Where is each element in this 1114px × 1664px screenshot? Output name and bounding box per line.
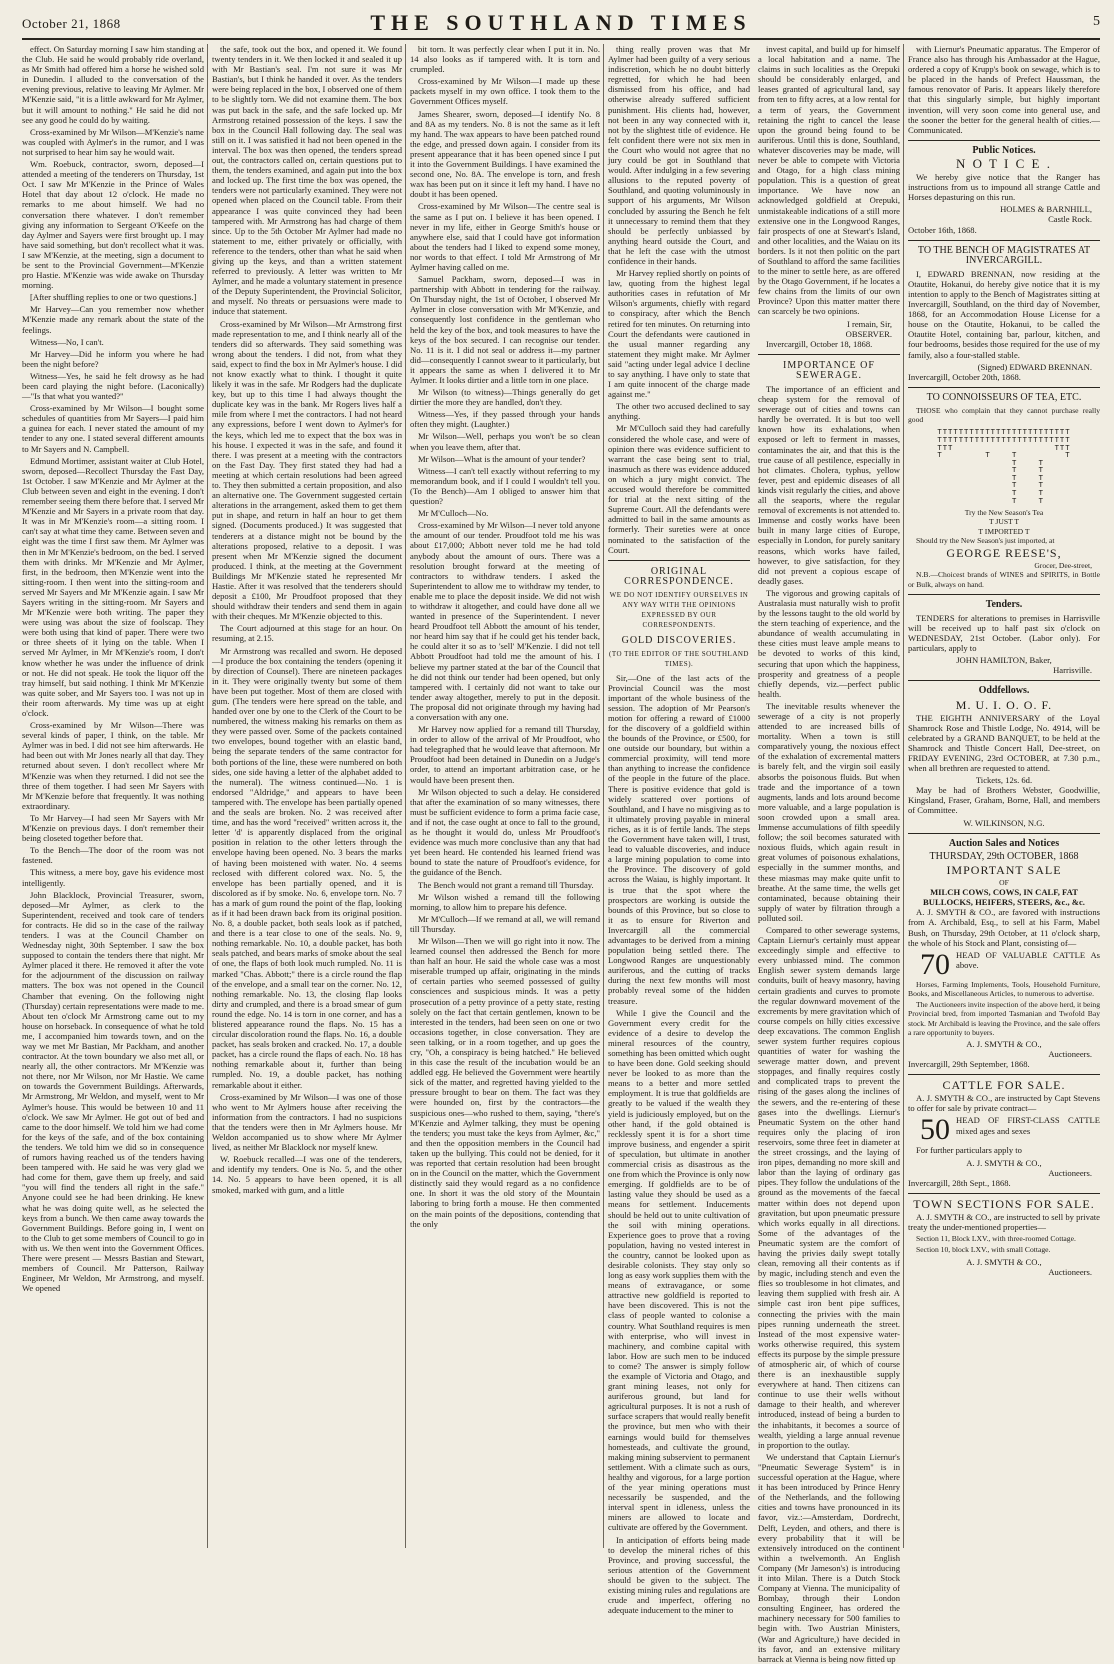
tea-letter-art: TTTTTTTTTTTTTTTTTTTTTTTTT TTTTTTTTTTTTTTTTTTTTTTTTT TTT TTT T T T T T T T T T T T T T T T T bbox=[937, 427, 1071, 505]
sale-of: OF bbox=[999, 877, 1009, 887]
divider bbox=[908, 1193, 1100, 1194]
paragraph: While I give the Council and the Government every credit for the evidence of a desire to develop the mineral resources of the country, something has been omitted which ought to have been done. Gold seeking should never be looked to as more than the means to a better and more settled employment. It is true that goldfields are greatly to be valued if the wealth they yield is judiciously employed, but on the other hand, if the gold obtained is recklessly spent it is for a short time improve business, and engender a spirit of speculation, but ultimate in another commercial crisis as disastrous as the one from which the Province is only now emerging. If goldfields are to be of lasting value they should be used as a means for settlement. Inducements should be held out to unite cultivation of the soil with mining operations. Experience goes to prove that a roving population, having no vested interest in the country, cannot be looked upon as desirable colonists. They stay only so long as easy work supplies them with the means of extravagance, or some attractive new goldfield is reported to have been discovered. This is not the class of people wanted to colonise a country. What Southland requires is men with enterprise, who will invest in machinery, and combine capital with labor. How are such men to be induced to come? The answer is simply follow the example of Victoria and Otago, and grant mining leases, not only for auriferous ground, but land for agricultural purposes. It is not a rush of surface scrapers that would really benefit the province, but men who with their earnings would build for themselves homesteads, and cultivate the ground, making mining subservient to permanent settlement. With a climate such as ours, healthy and vigorous, for a large portion of the year mining operations must necessarily be suspended, and the interval spent in idleness, unless the miners are allowed to locate and cultivate are offered by the Government. bbox=[608, 1007, 751, 1533]
paragraph: Mr Armstrong was recalled and sworn. He deposed—I produce the box containing the tenders (opening it by direction of Counsel). There are nineteen packages in it. They were originally twenty but some of them have been put together. Most of them are closed with gum. (The tenders were here spread on the table, and handed over one by one to the Clerk of the Court to be numbered, the witness making his remarks on them as they were passed over. Some of the packets contained two envelopes, bound together with an elastic band, being the separate tenders of the same contractor for both portions of the line, these were numbered on both sides, one side having a letter of the alphabet added to the numeral). The witness continued—No. 1 is endorsed "Aldridge," and appears to have been tampered with. The envelope has been partially opened and the seals are broken. No. 2 was received after time, and has the word "received" written across it, the letter 'd' is apparently displaced from the original position in relation to the other letters through the envelope having been opened. No. 3 bears the marks of having been moistened with water. No. 4 seems reclosed with different colored wax. No. 5, the envelope has been partially opened, and it is discolored as if by smoke. No. 6, envelope torn. No. 7 has a mark of gum round the point of the flap, looking as if it had been drawn back from its original position. No. 8, a double packet, both seals look as if patched, and there is a tear close to one of the seals. No. 9, nothing remarkable. No. 10, a double packet, has both seals patched, and bears marks of smoke about the seal of one, the flaps of both look much rumpled. No. 11 is marked "Chas. Abbott;" there is a circle round the flap of the envelope, and a small tear on the corner. No. 12, nothing remarkable. No. 13, the closing flap looks dirty and crumpled, and there is a broad smear of gum round the edge. No. 14 is torn in one corner, and has a blistered appearance round the flaps. No. 15 has a circular discoloration round the flaps. No. 16, a double packet, has seals broken and cracked. No. 17, a double packet, has a circle round the flaps of each. No. 18 has nothing remarkable about it, further than being rumpled. No. 19, a double packet, has nothing remarkable about it either. bbox=[212, 645, 402, 1090]
paragraph: The importance of an efficient and cheap system for the removal of sewerage out of cities and towns can hardly be overrated. It is but too well known how its exhalations, when exposed or left to ferment in masses, contaminates the air, and that this is the true cause of all pestilence, especially in hot climates. Cholera, typhus, yellow fever, pest and epidemic diseases of all kinds visit regularly the cities, and above all the seaports, where the regular removal of excrements is not attended to. Immense and costly works have been built in many large cities of Europe, especially in London, for purely sanitary reasons, which works have failed, however, to give satisfaction, for they did not prevent a copious escape of deadly gases. bbox=[758, 384, 900, 586]
paragraph: Cross-examined by Mr Wilson—I bought some schedules of quantities from Mr Sayers—I paid him a guinea for each. I never stated the amount of my tender to any one. I stated several different amounts to Mr Sayers and N. Campbell. bbox=[22, 403, 204, 454]
paragraph: W. Roebuck recalled—I was one of the tenderers, and identify my tenders. One is No. 5, and the other 14. No. 5 appears to have been opened, it is all smoked, marked with gum, and a little bbox=[212, 1154, 402, 1195]
column-3 bbox=[410, 44, 600, 1548]
paragraph: Cross-examined by Mr Wilson—I made up these packets myself in my own office. I took them to the Government Offices myself. bbox=[410, 76, 600, 107]
sale-heading: TOWN SECTIONS FOR SALE. bbox=[913, 1196, 1095, 1211]
auctioneer-role: Auctioneers. bbox=[1048, 1049, 1092, 1059]
issue-date: October 21, 1868 bbox=[22, 16, 121, 31]
paragraph: Witness—I can't tell exactly without referring to my memorandum book, and if I could I wouldn't tell you. (To the Bench)—Am I obliged to answer him that question? bbox=[410, 465, 600, 507]
letter-date: Invercargill, October 18, 1868. bbox=[766, 338, 873, 349]
divider bbox=[608, 560, 750, 561]
paragraph: Witness—Yes, he said he felt drowsy as he had been card playing the night before. (Laconically)—"Is that what you wanted?" bbox=[22, 370, 204, 402]
lodge-title: M. U. I. O. O. F. bbox=[955, 697, 1053, 712]
paragraph: Cross-examined by Mr Wilson—There was several kinds of paper, I think, on the table. Mr Aylmer was in bed. I did not see him afterwards. He had been out with Mr Jones nearly all that day. They returned about seven. I don't recollect where Mr M'Kenzie was when they returned. I did not see the three of them together. I had seen Mr Sayers with Mr M'Kenzie before that frequently. It was nothing extraordinary. bbox=[22, 720, 204, 811]
divider bbox=[908, 1074, 1100, 1075]
paragraph: bit torn. It was perfectly clear when I put it in. No. 14 also looks as if tampered with. It is torn and crumpled. bbox=[410, 44, 600, 75]
paragraph: N.B.—Choicest brands of WINES and SPIRITS, in Bottle or Bulk, always on hand. bbox=[908, 570, 1100, 589]
letter-signature: OBSERVER. bbox=[845, 328, 892, 339]
notice-heading: N O T I C E . bbox=[956, 155, 1052, 171]
paragraph: Mr M'Culloch said they had carefully considered the whole case, and were of opinion there was evidence sufficient to warrant the case being sent to trial, inasmuch as there was evidence adduced on which a jury might convict. The accused would therefore be committed for trial at the next sitting of the Supreme Court. All the defendants were admitted to bail in the same amounts as formerly. Their sureties were at once nominated to the satisfaction of the Court. bbox=[608, 423, 750, 555]
auctioneer-role: Auctioneers. bbox=[1048, 1266, 1092, 1277]
auctioneer-name: A. J. SMYTH & CO., bbox=[966, 1256, 1042, 1267]
ticket-price: Tickets, 12s. 6d. bbox=[975, 775, 1033, 786]
paragraph: Horses, Farming Implements, Tools, Household Furniture, Books, and Miscellaneous Articles, to numerous to advertise. bbox=[908, 979, 1100, 998]
property-listing: Section 11, Block LXV., with three-roomed Cottage. bbox=[916, 1234, 1076, 1244]
column-4-left bbox=[608, 44, 751, 1616]
paragraph: Mr Wilson—Well, perhaps you won't be so clean when you leave them, after that. bbox=[410, 431, 600, 452]
paragraph: Sir,—One of the last acts of the Provincial Council was the most important of the whole business of the session. The adoption of Mr Pearson's motion for offering a reward of £1000 for the discovery of a goldfield within the bounds of the Province, or £500, for one outside our boundary, but within a commercial proximity, will tend more than anything to increase the confidence of the people in the future of the place. There is positive evidence that gold is widely scattered over portions of Southland, and I have no misgiving as to it ultimately proving payable in mineral riches, as it is of fertile lands. The steps the Government have taken will, I trust, lead to valuable discoveries, and induce a large mining population to come into the Province. The discovery of gold across the Waiau, is highly important. It is true that the spot where the prospectors are working is outside the bounds of this Province, but so close to it as to ensure for Riverton and Invercargill all the commercial advantages to be derived from a mining population being settled there. The Longwood Ranges are unquestionably auriferous, and the cutting of tracks during the next few months will most probably reveal some of the hidden treasure. bbox=[608, 672, 750, 1006]
section-heading: Auction Sales and Notices bbox=[948, 837, 1060, 849]
auctioneer-name: A. J. SMYTH & CO., bbox=[966, 1038, 1042, 1049]
paragraph: The Auctioneers invite inspection of the above herd, it being Provincial bred, from imported Tasmanian and Twofold Bay stock. Mr Archibald is leaving the Province, and the sale offers a rare opportunity to buyers. bbox=[908, 1000, 1100, 1037]
divider bbox=[758, 354, 900, 355]
paragraph: invest capital, and build up for himself a local habitation and a name. The claims in such localities as the Orepuki should be considerably enlarged, and leases granted of agricultural land, say from ten to fifty acres, at a low rental for a term of years, the Government retaining the right to cancel the lease upon the ground being found to be auriferous. Until this is done, Southland, whatever discoveries may be made, will never be able to compete with Victoria and Otago, for a high class mining population. This is a question of great importance. We have now an acknowledged goldfield at Orepuki, unmistakeable indications of a still more extensive one in the Longwood Ranges, fair prospects of one at Stewart's Island, and other localities, and the Waiau on its borders. Is it not then politic on the part of Southland to afford the same facilities to the miner to settle here, as are offered by the Otago Government, if he locates a few chains from the limits of our own Province? Upon this matter matter there can scarcely be two opinions. bbox=[758, 44, 900, 317]
property-listing: Section 10, block LXV., with small Cottage. bbox=[916, 1245, 1051, 1255]
notice-date: October 16th, 1868. bbox=[908, 224, 977, 235]
paragraph: Samuel Packham, sworn, deposed—I was in partnership with Abbott in tendering for the railway. On Thursday night, the 1st of October, I observed Mr Aylmer in close conversation with Mr M'Kenzie, and consequently lost confidence in the gentleman who held the key of the box, and took measures to have the keys of the box secured. I can recognise our tender. No. 11 is it. I did not seal or address it—my partner did—consequently I cannot swear to it particularly, but it appears the same as when I delivered it to Mr Aylmer. It looks dirtier and a little torn in one place. bbox=[410, 274, 600, 385]
paragraph: The other two accused declined to say anything. bbox=[608, 401, 750, 422]
sale-heading: CATTLE FOR SALE. bbox=[942, 1078, 1066, 1093]
paragraph: The vigorous and growing capitals of Australasia must naturally wish to profit by the lessons taught to the old world by the stern teaching of experience, and the abundance of wealth accumulating in these cities must leave ample means to be devoted to works of this kind, securing that upon which the happiness, prosperity and greatness of a people chiefly depends, viz.—perfect public health. bbox=[758, 587, 900, 699]
tea-imported: T IMPORTED T bbox=[978, 526, 1030, 536]
paragraph: Mr Wilson—Then we will go right into it now. The learned counsel then addressed the Bench for more than half an hour. He said the whole case was a most miserable trumped up affair, originating in the minds of certain parties who seemed possessed of guilty consciences and suspicious minds. It was a petty prosecution of a petty province of a petty state, resting solely on the fact that certain gentlemen, known to be interested in the tenders, had been seen on one or two occasions together, in close conversation. They are seen talking, or in a room together, and up goes the cry, "Oh, a conspiracy is being hatched." He believed in this case the result of the incubation would be an addled egg. He believed the Government were heartily sick of the matter, and regretted having yielded to the pressure brought to bear on them. The fact was they were hounded on, first by the contractors—the suspicious ones—who rushed to them, saying, "there's M'Kenzie and Aylmer talking, they must be opening the tenders; you must take the keys from Aylmer, &c," and then the opposition members in the Council had taken up the bullying. This could not be denied, for it was reported that certain resolution had been brought on in the Council on the matter, which the Government distinctly said they would regard as a no confidence one. In short it was the old story of the Mountain laboring to bring forth a mouse. He then commented on the main points of the depositions, contending that the only bbox=[410, 935, 600, 1229]
paragraph: Cross-examined by Mr Wilson—M'Kenzie's name was coupled with Aylmer's in the rumor, and I was not surprised to hear him say he would wait. bbox=[22, 126, 204, 157]
paragraph: effect. On Saturday morning I saw him standing at the Club. He said he would probably ride overland, as Mr Smith had offered him a horse he wished sold in Dunedin. I alluded to the conversation of the evening previous, relative to leaving Mr Aylmer. Mr M'Kenzie said, "it is a little awkward for Mr Aylmer, but it will amount to nothing." He said he did not see any good he could do by waiting. bbox=[22, 44, 204, 125]
cattle-description: HEAD OF VALUABLE CATTLE As above. bbox=[956, 949, 1100, 970]
tea-slogan: Try the New Season's Tea bbox=[964, 508, 1044, 518]
paragraph: with Liernur's Pneumatic apparatus. The Emperor of France also has through his Ambassador at the Hague, ordered a copy of Krupp's book on sewage, which is to be placed in the hands of Prefect Haussman, the famous renovator of Paris. It appears likely therefore that this singularly simple, but highly important invention, will very soon come into general use, and the sooner the better for the general health of cities.—Communicated. bbox=[908, 44, 1100, 135]
paragraph: In anticipation of efforts being made to develop the mineral riches of this Province, and proving successful, the serious attention of the Government should be given to the subject. The existing mining rules and regulations are crude and imperfect, offering no adequate inducement to the miner to bbox=[608, 1534, 750, 1616]
newspaper-title: THE SOUTHLAND TIMES bbox=[370, 10, 752, 35]
section-heading: Tenders. bbox=[985, 598, 1023, 610]
letter-addressee: (TO THE EDITOR OF THE SOUTHLAND TIMES). bbox=[608, 650, 749, 669]
paragraph: Should try the New Season's just imported, at bbox=[916, 535, 1055, 545]
auction-date: THURSDAY, 29th OCTOBER, 1868 bbox=[929, 850, 1079, 862]
letter-title: GOLD DISCOVERIES. bbox=[621, 635, 737, 647]
paragraph: Witness—Yes, if they passed through your hands often they might. (Laughter.) bbox=[410, 409, 600, 430]
paragraph: Mr Harvey—Can you remember now whether M'Kenzie made any remark about the state of the feelings. bbox=[22, 304, 204, 335]
paragraph: I, EDWARD BRENNAN, now residing at the Otautite, Hokanui, do hereby give notice that it is my intention to apply to the Bench of Magistrates sitting at Invercargill, Southland, on the third day of November, 1868, for an Accommodation House License for a house on the Otautite, Hokanui, to be called the Otautite Hotel, containing bar, parlour, kitchen, and four bedrooms, besides those required for the use of my family, also a four-stalled stable. bbox=[908, 268, 1100, 360]
paragraph: Cross-examined by Mr Wilson—Mr Armstrong first made representation to me, and I think nearly all of the tenders did so afterwards. They said something was wrong about the tenders. I did not, from what they said, expect to find the box in Mr Aylmer's house. I did not know exactly what to think. I thought it quite likely it was in the safe. Mr Rodgers had the duplicate key, but up to this time I had always thought the duplicate key was in the bank. Mr Rogers lives half a mile from where I met the contractors. I had not heard any expressions, before I went down to Aylmer's for the keys, which led me to expect that the box was in his house. I expected it was in the safe, and found it there. I was present at a meeting with the contractors on the Fast Day. They first stated they had had a meeting at which certain resolutions had been agreed to. They then submitted a certain proposition, and also an alternative one. The Government suggested certain alterations in the arrangement, asked them to get them put in shape, and return in half an hour to get them signed. (Documents produced.) It was suggested that tenderers at a distance might not be bound by the alterations proposed, relative to a deposit. I was present when Mr M'Kenzie signed the document produced. I think, at the meeting at the Government Buildings Mr M'Kenzie stated he represented Mr Hastie. After it was resolved that the tenderers should deposit a £100, Mr Proudfoot proposed that they should withdraw their tenders and send them in again with their cheques. Mr M'Kenzie objected to this. bbox=[212, 318, 402, 622]
paragraph: James Shearer, sworn, deposed—I identify No. 8 and 8A as my tenders. No. 8 is not the same as it left my hand. The wax appears to have been patched round the edge, and pressed down again. I consider from its present appearance that it has been opened since I put it into the Government Buildings. I have examined the second one, No. 8A. The envelope is torn, and fresh wax has been put on it since it left my hand. I have no doubt it has been opened. bbox=[410, 108, 600, 200]
paragraph: Cross-examined by Mr Wilson—I never told anyone the amount of our tender. Proudfoot told me his was about £17,000; Abbott never told me he had told anybody about the amount of ours. There was a resolution brought forward at the meeting of contractors to withdraw tenders. I asked the Superintendent to allow me to withdraw my tender, to enable me to place the deposit inside. We did not wish to withdraw it altogether, and could have done all we wanted in presence of the Superintendent. I never heard Proudfoot tell Abbott the amount of his tender, nor heard him say that if he could get his tender back, he could alter it so as to 'sell' M'Kenzie. I did not tell Abbott Proudfoot had told me the amount of his. I believe my partner stated at the bar of the Council that he did not think our tender had been opened, but only tampered with. I certainly did not want to take our tender away altogether, merely to put in the deposit. The proposal did not originate through my having had a conversation with any one. bbox=[410, 520, 600, 722]
paragraph: the safe, took out the box, and opened it. We found twenty tenders in it. We then locked it and sealed it up with Mr Bastian's seal. I'm not sure it was Mr Bastian's, but I think he handed it over. As the tenders were being replaced in the box, I observed one of them to be slightly torn. We did not examine them. The box was put back in the safe, and the safe locked up. Mr Armstrong retained possession of the keys. I saw the box in the Council Hall following day. The seal was still on it. I was satisfied it had not been opened in the interval. The box was then opened, the tenders spread out, the contractors called on, certain questions put to them, the tenders examined, and again put into the box and locked up. The first time the box was opened, the tenders were not particularly examined. They were not opened when placed on the Council table. From their appearance I was quite convinced they had been tampered with. Mr Armstrong has had charge of them since. Up to the 5th October Mr Aylmer had made no statement to me, either privately or officially, with reference to the tenders, other than what he said when giving up the keys, and than a written statement referred to previously. A letter was written to Mr Aylmer, and he made a voluntary statement in presence of the Deputy Superintendent, the Provincial Solicitor, and myself. No threats or persuasions were made to induce that statement. bbox=[212, 44, 403, 317]
paragraph: The inevitable results whenever the sewerage of a city is not properly attended to are increased bills of mortality. When a town is still comparatively young, the noxious effect of the exhalation of excremental matters is barely felt, and the virgin soil easily absorbs the poisonous fluids. But when trade and the importance of a town augments, lands and lots around become more valuable, and a large population is soon crowded upon a small area. Immense accumulations of filth speedily follow; the soil becomes saturated with noxious fluids, which again result in great volumes of poisonous exhalations, especially in the summer months, and these miasmas may make quite unfit to breathe. At the same time, the wells get contaminated, because obtaining their supply of water by filtration through a polluted soil. bbox=[758, 700, 900, 923]
notice-signature: HOLMES & BARNHILL, bbox=[1000, 204, 1092, 215]
paragraph: The Bench would not grant a remand till Thursday. bbox=[418, 879, 594, 890]
paragraph: Compared to other sewerage systems, Captain Liernur's certainly must appear exceedingly simple and effective to every unbiassed mind. The common English sewer system demands large conduits, built of heavy masonry, having certain gradients and curves to promote the regular downward movement of the excrements by mere gravitation which of course compels on hilly cities excessive deep excavations. The common English sewer system further requires copious quantities of water for washing the sewerage matter down, and prevent stoppages, and finally requires costly and complicated traps to prevent the rising of the gases along the inclines of the sewers, and the re-entering of these gases into the dwellings. Liernur's Pneumatic System on the other hand requires only the placing of iron reservoirs, some three feet in diameter at the street crossings, and the laying of iron pipes, demanding no more skill and labor than the laying of ordinary gas pipes. They follow the undulations of the ground as the movements of the faecal matter within does not depend upon gravitation, but upon pneumatic pressure which works equally in all directions. Some of the advantages of the Pneumatic system are the comfort of having the privies daily swept totally clean, removing all their contents as if by magic, including stench and even the flies so troublesome in hot climates, and leaving them supplied with fresh air. A simple cast iron bent pipe suffices, connecting the privies with the main pipes running underneath the street. Instead of the most expensive water-works otherwise required, this system effects its purpose by the simple pressure of atmospheric air, of which of course there is an inexhaustible supply everywhere at hand. Then citizens can continue to use their wells without damage to their health, and wherever introduced, instead of being a burden to the inhabitants, it becomes a source of wealth, yielding a large annual revenue in proportion to the outlay. bbox=[758, 924, 900, 1450]
column-2 bbox=[212, 44, 402, 1548]
cattle-count-block bbox=[908, 947, 1100, 981]
paragraph: A. J. SMYTH & CO., are favored with instructions from A. Archibald, Esq., to sell at his Farm, Mabel Bush, on Thursday, 29th October, at 11 o'clock sharp, the whole of his Stock and Plant, consisting of— bbox=[908, 907, 1100, 948]
paragraph: Witness—No, I can't. bbox=[30, 336, 104, 347]
column-rule bbox=[903, 44, 904, 1548]
paragraph: Mr Wilson objected to such a delay. He considered that after the examination of so many witnesses, there must be sufficient evidence to form a prima facie case, and if not, the case ought at once to fall to the ground, as he thought it would do, unless Mr Proudfoot's evidence was much more conclusive than any that had yet been heard. He contended his learned friend was bound to state the nature of Proudfoot's evidence, for the guidance of the Bench. bbox=[410, 786, 600, 878]
cattle-description: HEAD OF FIRST-CLASS CATTLE mixed ages and sexes bbox=[956, 1115, 1100, 1136]
paragraph: Cross-examined by Mr Wilson—I was one of those who went to Mr Aylmers house after receiving the information from the contractors. I had no suspicions that the tenders were then in Mr Aylmers house. Mr Weldon accompanied us to show where Mr Aylmer lived, as neither Mr Blacklock nor myself knew. bbox=[212, 1091, 402, 1153]
cattle-count-block bbox=[908, 1115, 1100, 1145]
paragraph: Mr Wilson wished a remand till the following morning, to allow him to prepare his defence. bbox=[410, 891, 600, 912]
section-heading: Public Notices. bbox=[972, 144, 1036, 156]
auctioneer-name: A. J. SMYTH & CO., bbox=[966, 1157, 1042, 1168]
paragraph: Mr M'Culloch—No. bbox=[418, 508, 489, 519]
divider bbox=[908, 240, 1100, 241]
paragraph: THE EIGHTH ANNIVERSARY of the Loyal Shamrock Rose and Thistle Lodge, No. 4914, will be celebrated by a GRAND BANQUET, to be held at the Shamrock and Thistle Concert Hall, Dee-street, on FRIDAY EVENING, 23rd OCTOBER, at 7.30 p.m., when all brethren are requested to attend. bbox=[908, 712, 1100, 774]
column-5-advertisements bbox=[908, 44, 1100, 1548]
paragraph: John Blacklock, Provincial Treasurer, sworn, deposed—Mr Aylmer, as clerk to the Superintendent, received and took care of tenders for contracts. He did so in the case of the railway tenders. I was at the Council Chamber on Wednesday night, 30th September. I saw the box supposed to contain the tenders there that night. Mr Aylmer placed it there. He removed it after the vote for the adjournment of the discussion on railway matters. The box was not opened in the Council Chamber that evening. On the following night (Thursday) certain representations were made to me. About ten o'clock Mr Armstrong came out to my house on horseback. In consequence of what he told me, I accompanied him towards town, and on the way we met Mr Bastian, Mr Packham, and another contractor. At the town boundary we also met all, or nearly all, the other contractors. Mr M'Kenzie was not there, nor Mr Wilson, nor Mr Hastie. We came on towards the Government Buildings. Afterwards, Mr Armstrong, Mr Weldon, and myself, went to Mr Aylmer's house. This would be between 10 and 11 o'clock. We saw Mr Aylmer. He got out of bed and came to the door himself. We told him we had come for the keys of the safe, and of the box containing the tenders. We told him we did so in consequence of rumors having reached us of the tenders having been tampered with. He said he was very glad we had come for them, gave them up freely, and said "you will find the tenders all right in the safe." Anyone could see he had been drinking. He knew what he was doing quite well, as he selected the keys from a bunch. We then came away towards the Government Buildings. Before going in, I went on to the Club to get some members of Council to go in with us. We then went into the Government Offices. There were present — Messrs Bastian and Stewart, members of Council. Mr Patterson, Railway Engineer, Mr Weldon, Mr Armstrong, and myself. We opened bbox=[22, 889, 204, 1294]
section-heading: ORIGINAL CORRESPONDENCE. bbox=[624, 565, 734, 587]
notice-heading: TO CONNOISSEURS OF TEA, ETC. bbox=[926, 391, 1082, 403]
paragraph: May be had of Brothers Webster, Goodwillie, Kingsland, Fraser, Graham, Borne, Hall, and members of Committee. bbox=[908, 785, 1100, 816]
masthead bbox=[22, 6, 1100, 40]
disclaimer: WE DO NOT IDENTIFY OURSELVES IN ANY WAY WITH THE OPINIONS EXPRESSED BY OUR CORRESPONDENTS. bbox=[609, 590, 749, 630]
lodge-signature: W. WILKINSON, N.G. bbox=[963, 817, 1045, 828]
notice-signature: (Signed) EDWARD BRENNAN. bbox=[977, 361, 1092, 372]
paragraph: Mr Harvey now applied for a remand till Thursday, in order to allow of the arrival of Mr Proudfoot, who had telegraphed that he would leave that afternoon. Mr Proudfoot had been detained in Dunedin on a Judge's order, to attend an important arbitration case, or he would have been present then. bbox=[410, 724, 600, 785]
cattle-count: 50 bbox=[920, 1113, 950, 1147]
column-rule bbox=[207, 44, 208, 1548]
paragraph: We understand that Captain Liernur's "Pneumatic Sewerage System" is in successful operation at the Hague, where it has been introduced by Prince Henry of the Netherlands, and the following cities and towns have pronounced in its favor, viz.:—Amsterdam, Dordrecht, Delft, Leyden, and others, and there is every probability that it will be extensively introduced on the continent within a twelvemonth. An English Company (Mr Jameson's) is introducing it into Milan. There is a Dutch Stock Company at Vienna. The municipality of Bombay, through their London consulting Engineer, has ordered the machinery necessary for 500 families to begin with. Two Austrian Ministers, (War and Agriculture,) have decided in its favor, and an extensive military barrack at Vienna is being now fitted up bbox=[758, 1451, 900, 1664]
sale-items: MILCH COWS, COWS, IN CALF, FAT BULLOCKS, HEIFERS, STEERS, &c., &c. bbox=[923, 887, 1085, 908]
paragraph: Mr Harvey—Did he inform you where he had been the night before? bbox=[22, 348, 204, 369]
divider bbox=[908, 594, 1100, 595]
paragraph: Wm. Roebuck, contractor, sworn, deposed—I attended a meeting of the tenderers on Thursday, 1st Oct. I saw Mr M'Kenzie in the Prince of Wales Hotel that day about 12 o'clock. He made no remarks to me about himself. We had no conversation there whatever. I don't remember giving any information to Sergeant O'Keefe on the day Aylmer and Sayers were first brought up. I may have said something, but don't recollect what it was. I saw M'Kenzie, at the meeting, sign a document to be sent to the Provincial Government—M'Kenzie pro Hastie. M'Kenzie was wide awake on Thursday morning. bbox=[22, 159, 204, 291]
notice-location: Castle Rock. bbox=[1048, 214, 1092, 225]
column-rule bbox=[603, 44, 604, 1548]
divider bbox=[908, 140, 1100, 141]
page-number: 5 bbox=[1093, 14, 1100, 29]
paragraph: This witness, a mere boy, gave his evidence most intelligently. bbox=[22, 867, 204, 888]
paragraph: Cross-examined by Mr Wilson—The centre seal is the same as I put on. I believe it has been opened. I never in my life, either in George Smith's house or anywhere else, said that I could have got information about the tenders had I liked to expend some money, nor words to that effect. I told Mr Armstrong of Mr Aylmer having called on me. bbox=[410, 201, 600, 272]
paragraph: A. J. SMYTH & CO., are instructed to sell by private treaty the under-mentioned properties— bbox=[908, 1211, 1100, 1233]
cattle-count: 70 bbox=[920, 947, 950, 981]
sale-heading: IMPORTANT SALE bbox=[946, 862, 1062, 877]
paragraph: Mr M'Culloch—If we remand at all, we will remand till Thursday. bbox=[410, 913, 600, 934]
shop-name: GEORGE REESE'S, bbox=[946, 546, 1062, 561]
notice-heading: TO THE BENCH OF MAGISTRATES AT INVERCARGILL. bbox=[917, 244, 1091, 266]
column-1 bbox=[22, 44, 204, 1548]
paragraph: [After shuffling replies to one or two questions.] bbox=[30, 292, 197, 303]
paragraph: Edmund Mortimer, assistant waiter at Club Hotel, sworn, deposed—Recollect Thursday the Fast Day, 1st October. I saw M'Kenzie and Mr Aylmer at the Club between seven and eight in the evening. I don't remember seeing them there before that. I served Mr M'Kenzie and Mr Sayers in a private room that day. It was in Mr M'Kenzie's room—a sitting room. I can't say at what time they came. Between seven and eight was the time I first saw them. Mr Aylmer was then in Mr M'Kenzie's bedroom, on the bed. I served them with drinks. Mr M'Kenzie and Mr Aylmer, first, in the bedroom, then M'Kenzie went into the sitting-room. I then went into the sitting-room and served Mr Sayers and Mr M'Kenzie again. I saw Mr Sayers writing in the sitting-room. Mr Sayers and Mr M'Kenzie were both writing. The paper they were using was about the size of foolscap. They were both using that kind of paper. There were two or three sheets of it lying on the table. When I served Mr Aylmer, in Mr M'Kenzie's room, I don't know whether he was under the influence of drink or not. He did not speak. He took the liquor off the tray himself, but said nothing. I think Mr M'Kenzie was quite sober, and Mr Sayers too. I was not up in their room afterwards. My time was up at eight o'clock. bbox=[22, 455, 204, 718]
tea-just: T JUST T bbox=[989, 517, 1019, 527]
paragraph: We hereby give notice that the Ranger has instructions from us to impound all strange Cattle and Horses depasturing on this run. bbox=[908, 172, 1100, 203]
paragraph: thing really proven was that Mr Aylmer had been guilty of a very serious indiscretion, which he no doubt bitterly regretted, for which he had been dismissed from his office, and had otherwise already suffered sufficient punishment. His clients had, however, not been in any way connected with it, not by the slightest title of evidence. He felt confident there were not six men in the Court who would not agree that no jury could be got in Southland that would. After indulging in a few severing allusions to the reputed poverty of Southland, and quoting voluminously in support of his arguments, Mr Wilson concluded by assuring the Bench he felt it unnecessary to remind them that they should be perfectly unbiassed by anything heard outside the Court, and that he left the case with the utmost confidence in their hands. bbox=[608, 44, 750, 266]
notice-date: Invercargill, October 20th, 1868. bbox=[908, 371, 1021, 382]
divider bbox=[908, 833, 1100, 834]
auctioneer-role: Auctioneers. bbox=[1048, 1167, 1092, 1178]
paragraph: THOSE who complain that they cannot purchase really good bbox=[908, 405, 1100, 425]
paragraph: Mr Wilson—What is the amount of your tender? bbox=[418, 453, 586, 464]
shop-subtitle: Grocer, Dee-street, bbox=[1034, 561, 1092, 571]
paragraph: The Court adjourned at this stage for an hour. On resuming, at 2.15. bbox=[212, 623, 402, 644]
paragraph: A. J. SMYTH & CO., are instructed by Capt Stevens to offer for sale by private contract— bbox=[908, 1093, 1100, 1114]
auction-notice-date: Invercargill, 28th Sept., 1868. bbox=[908, 1177, 1011, 1188]
auction-notice-date: Invercargill, 29th September, 1868. bbox=[908, 1059, 1030, 1070]
paragraph: To the Bench—The door of the room was not fastened. bbox=[22, 845, 204, 866]
tender-signature: JOHN HAMILTON, Baker, bbox=[956, 655, 1052, 666]
paragraph: Mr Wilson (to witness)—Things generally do get dirtier the more they are handled, don't they. bbox=[410, 387, 600, 408]
tender-location: Harrisville. bbox=[1053, 665, 1092, 676]
section-heading: Oddfellows. bbox=[978, 685, 1030, 697]
column-rule bbox=[405, 44, 406, 1548]
column-4-right bbox=[758, 44, 900, 1664]
paragraph: TENDERS for alterations to premises in Harrisville will be received up to half past six o'clock on WEDNESDAY, 21st October. (Labor only). For particulars, apply to bbox=[908, 612, 1100, 654]
column-4 bbox=[608, 44, 900, 1664]
paragraph: Mr Harvey replied shortly on points of law, quoting from the highest legal authorities cases in refutation of Mr Wilson's arguments, chiefly with regard to conspiracy, after which the Bench retired for ten minutes. On returning into Court the defendants were cautioned in the usual manner regarding any statement they might make. Mr Aylmer said "acting under legal advice I decline to say anything. I have only to state that I am quite innocent of the charge made against me." bbox=[608, 268, 750, 400]
section-heading: IMPORTANCE OF SEWERAGE. bbox=[783, 359, 875, 381]
paragraph: For further particulars apply to bbox=[916, 1145, 1022, 1156]
divider bbox=[908, 387, 1100, 388]
divider bbox=[908, 680, 1100, 681]
paragraph: To Mr Harvey—I had seen Mr Sayers with Mr M'Kenzie on previous days. I don't remember their being closeted together before that. bbox=[22, 812, 204, 844]
letter-closing: I remain, Sir, bbox=[847, 318, 892, 329]
